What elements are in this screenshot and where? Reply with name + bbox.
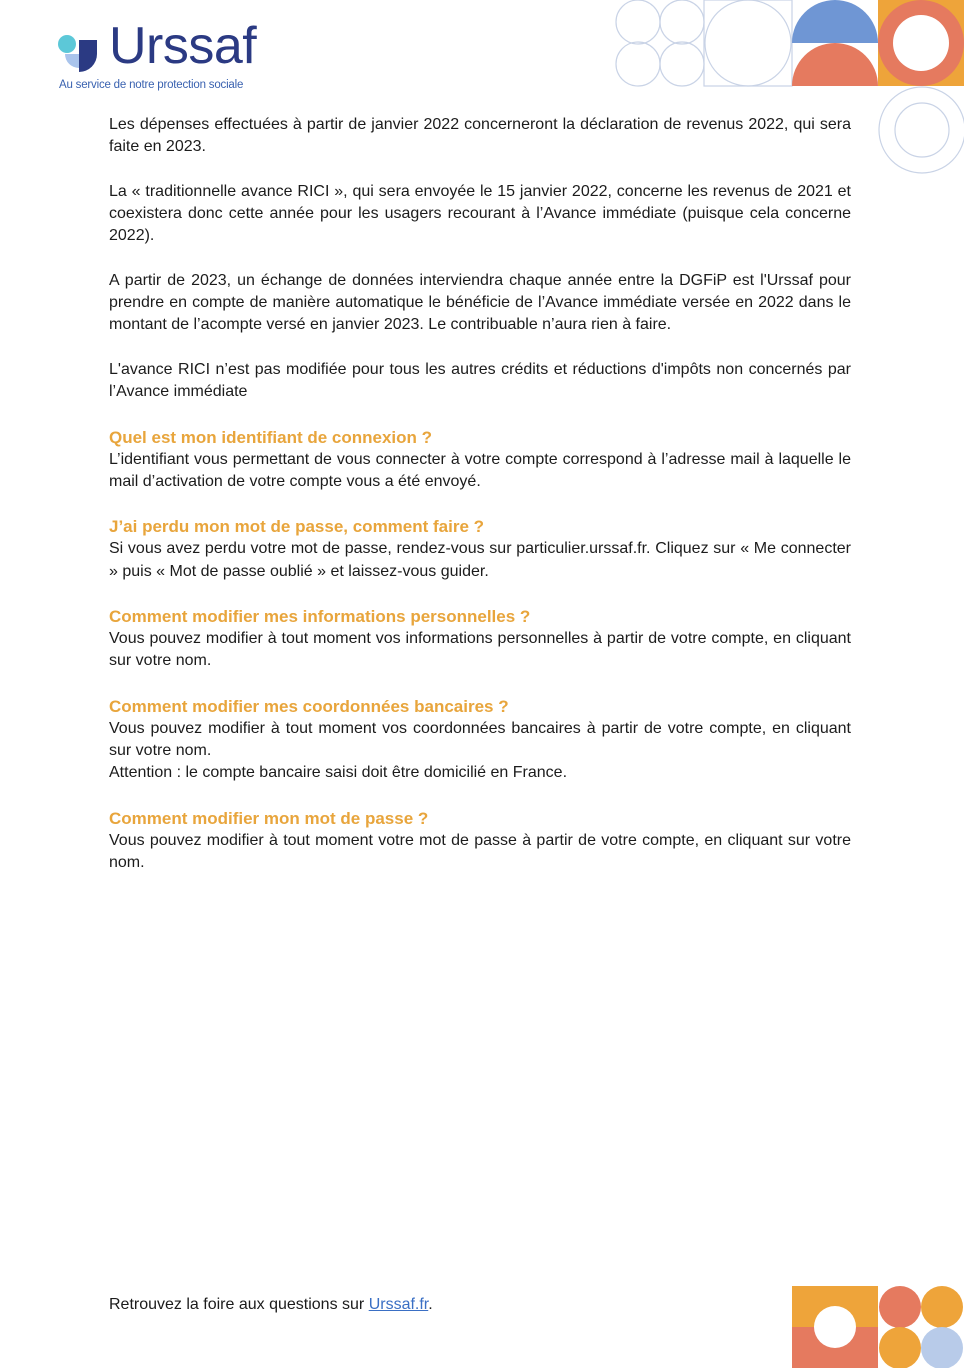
faq-answer: Vous pouvez modifier à tout moment vos informations personnelles à partir de votre compte, en cliquant sur votre nom. (109, 630, 851, 670)
faq-answer: Vous pouvez modifier à tout moment vos coordonnées bancaires à partir de votre compte, en cliquant sur votre nom. (109, 719, 851, 760)
faq-question: Quel est mon identifiant de connexion ? (109, 427, 433, 447)
faq-question: Comment modifier mes coordonnées bancaires ? (109, 696, 509, 716)
footer-suffix: . (428, 1296, 433, 1313)
intro-paragraph: Les dépenses effectuées à partir de janvier 2022 concerneront la déclaration de revenus 2022, qui sera faite en 2023. (109, 116, 851, 156)
intro-paragraph: A partir de 2023, un échange de données interviendra chaque année entre la DGFiP est l'Urssaf pour prendre en compte de manière automatique le bénéficie de l’Avance immédiate versée en 2022 dans le montant de l’acompte versé en janvier 2023. Le contribuable n’aura rien à faire. (109, 271, 851, 334)
document-body (109, 114, 851, 897)
faq-question: J’ai perdu mon mot de passe, comment faire ? (109, 517, 485, 537)
faq-item (109, 605, 851, 672)
footer-text: Retrouvez la foire aux questions sur (109, 1296, 369, 1313)
faq-question: Comment modifier mes informations personnelles ? (109, 607, 531, 627)
faq-answer: L’identifiant vous permettant de vous connecter à votre compte correspond à l’adresse mail à laquelle le mail d’activation de votre compte vous a été envoyé. (109, 450, 851, 490)
brand-name: Urssaf (109, 17, 257, 75)
intro-paragraph: La « traditionnelle avance RICI », qui sera envoyée le 15 janvier 2022, concerne les revenus de 2021 et coexistera donc cette année pour les usagers recourant à l’Avance immédiate (puisque cela concerne 2022). (109, 182, 851, 245)
brand-tagline: Au service de notre protection sociale (59, 79, 244, 91)
urssaf-link[interactable]: Urssaf.fr (368, 1296, 429, 1313)
urssaf-logo-mark-icon (57, 32, 101, 76)
faq-answer-note: Attention : le compte bancaire saisi doit être domicilié en France. (109, 764, 568, 782)
faq-answer: Si vous avez perdu votre mot de passe, rendez-vous sur particulier.urssaf.fr. Cliquez sur « Me connecter » puis « Mot de passe oublié » et laissez-vous guider. (109, 540, 851, 580)
faq-item (109, 515, 851, 582)
footer-note (109, 1296, 433, 1314)
faq-answer: Vous pouvez modifier à tout moment votre mot de passe à partir de votre compte, en cliquant sur votre nom. (109, 831, 851, 872)
faq-item (109, 695, 851, 785)
faq-question: Comment modifier mon mot de passe ? (109, 808, 429, 828)
decorative-shapes-bottom (792, 1286, 964, 1368)
intro-paragraph: L'avance RICI n’est pas modifiée pour tous les autres crédits et réductions d'impôts non concernés par l’Avance immédiate (109, 360, 851, 400)
urssaf-logo (57, 17, 297, 98)
faq-item (109, 807, 851, 874)
faq-item (109, 426, 851, 493)
